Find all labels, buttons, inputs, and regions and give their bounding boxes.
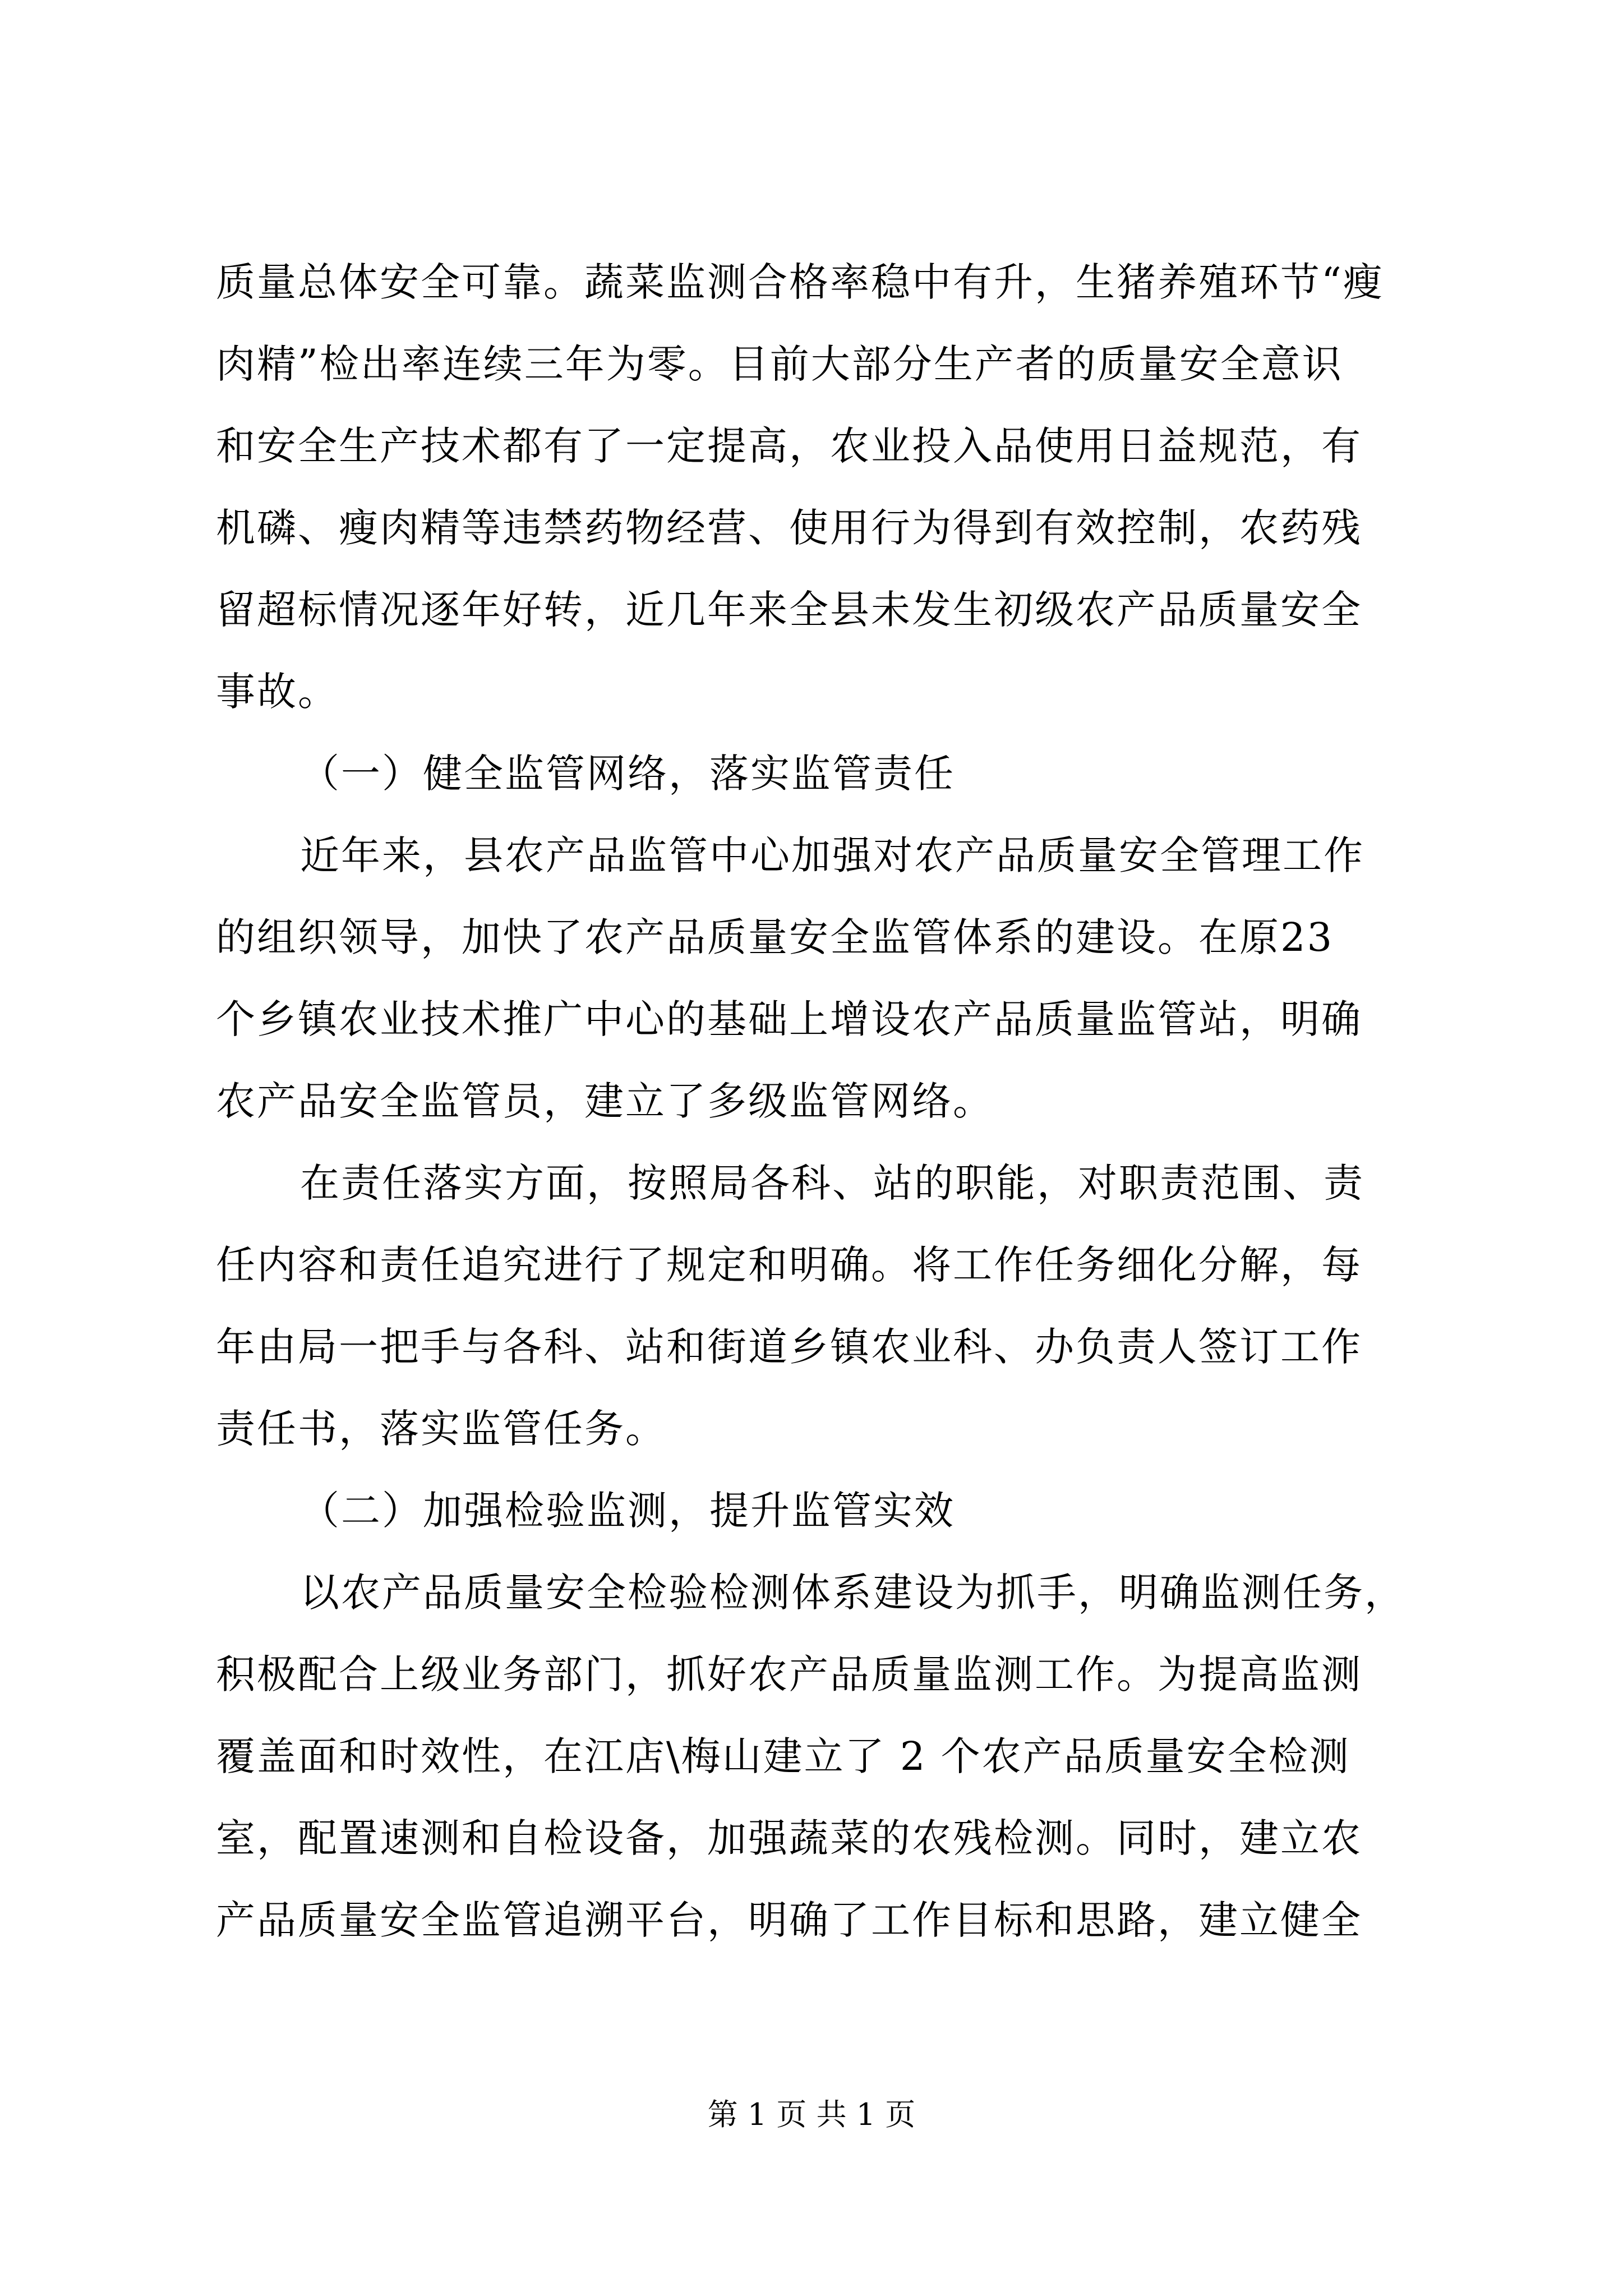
text-line: 事故。: [216, 669, 339, 715]
text-line: 和安全生产技术都有了一定提高，农业投入品使用日益规范，有: [216, 423, 1362, 469]
text-line: （一）健全监管网络，落实监管责任: [300, 751, 955, 797]
text-line: 的组织领导，加快了农产品质量安全监管体系的建设。在原23: [216, 914, 1334, 960]
text-line: 在责任落实方面，按照局各科、站的职能，对职责范围、责: [300, 1160, 1364, 1206]
text-line: 质量总体安全可靠。蔬菜监测合格率稳中有升，生猪养殖环节“瘦: [216, 259, 1384, 305]
text-line: （二）加强检验监测，提升监管实效: [300, 1488, 955, 1534]
text-line: 机磷、瘦肉精等违禁药物经营、使用行为得到有效控制，农药残: [216, 505, 1362, 551]
text-line: 近年来，县农产品监管中心加强对农产品质量安全管理工作: [300, 832, 1364, 878]
text-line: 任内容和责任追究进行了规定和明确。将工作任务细化分解，每: [216, 1242, 1362, 1288]
text-line: 室，配置速测和自检设备，加强蔬菜的农残检测。同时，建立农: [216, 1815, 1362, 1861]
text-line: 留超标情况逐年好转，近几年来全县未发生初级农产品质量安全: [216, 587, 1362, 633]
text-line: 肉精”检出率连续三年为零。目前大部分生产者的质量安全意识: [216, 341, 1343, 387]
page-footer: 第 1 页 共 1 页: [707, 2097, 916, 2132]
text-line: 农产品安全监管员，建立了多级监管网络。: [216, 1078, 994, 1124]
text-line: 年由局一把手与各科、站和街道乡镇农业科、办负责人签订工作: [216, 1324, 1362, 1370]
text-line: 产品质量安全监管追溯平台，明确了工作目标和思路，建立健全: [216, 1897, 1362, 1943]
text-line: 以农产品质量安全检验检测体系建设为抓手，明确监测任务，: [300, 1570, 1405, 1616]
text-line: 积极配合上级业务部门，抓好农产品质量监测工作。为提高监测: [216, 1651, 1362, 1697]
document-body: [216, 241, 1413, 1961]
text-line: 个乡镇农业技术推广中心的基础上增设农产品质量监管站，明确: [216, 996, 1362, 1042]
text-line: 责任书，落实监管任务。: [216, 1406, 666, 1452]
text-line: 覆盖面和时效性，在江店\梅山建立了 2 个农产品质量安全检测: [216, 1733, 1350, 1779]
